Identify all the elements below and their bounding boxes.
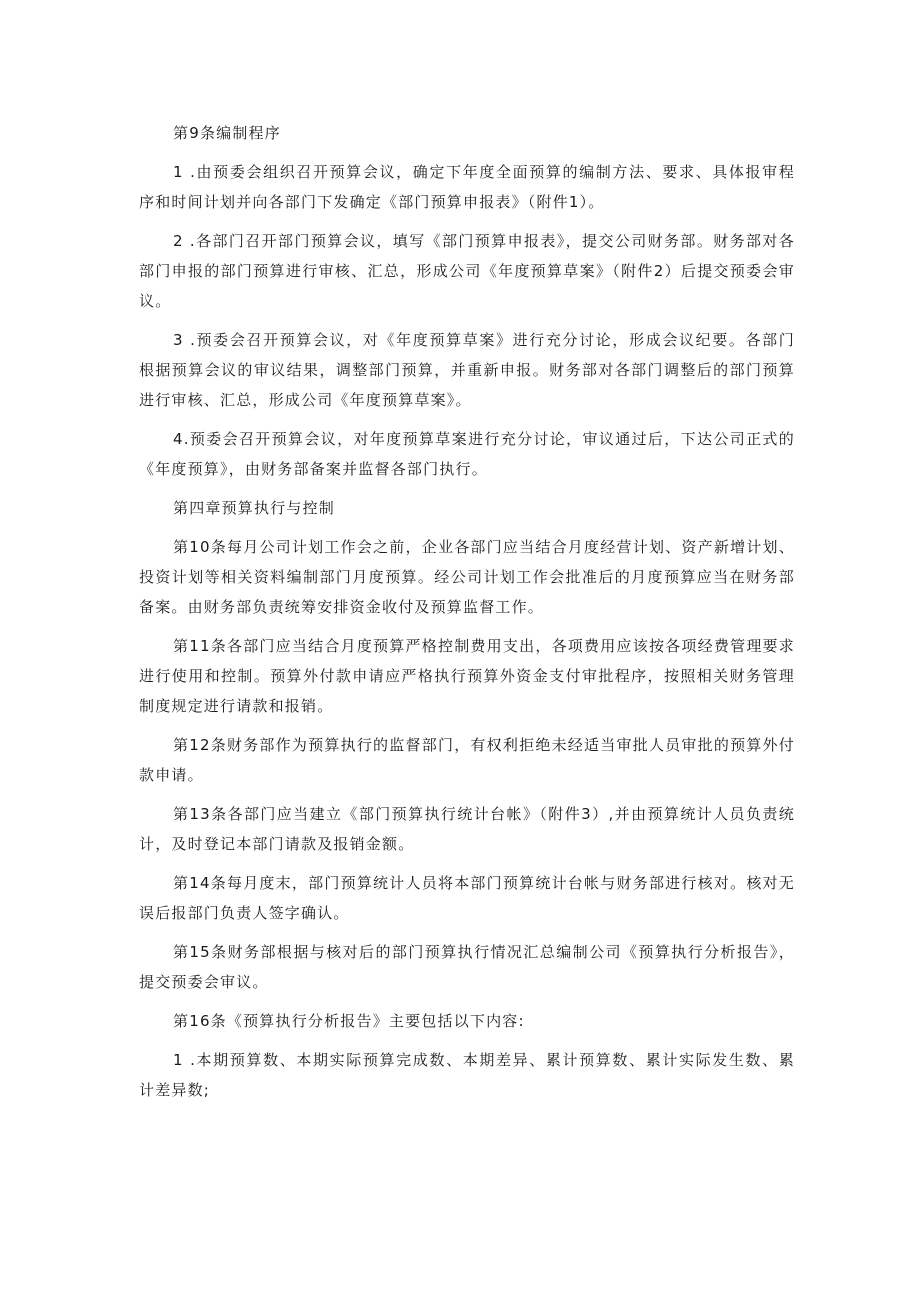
article-14: 第14条每月度末，部门预算统计人员将本部门预算统计台帐与财务部进行核对。核对无误后报部门负责人签字确认。: [139, 874, 795, 922]
article-12: 第12条财务部作为预算执行的监督部门，有权利拒绝未经适当审批人员审批的预算外付款申请。: [139, 736, 795, 784]
procedure-item-1: 1 .由预委会组织召开预算会议，确定下年度全面预算的编制方法、要求、具体报审程序和时间计划并向各部门下发确定《部门预算申报表》（附件1）。: [139, 163, 795, 211]
chapter-4-heading: 第四章预算执行与控制: [173, 499, 336, 517]
article-13: 第13条各部门应当建立《部门预算执行统计台帐》（附件3）,并由预算统计人员负责统计，及时登记本部门请款及报销金额。: [139, 805, 795, 853]
procedure-item-3: 3 .预委会召开预算会议，对《年度预算草案》进行充分讨论，形成会议纪要。各部门根据预算会议的审议结果，调整部门预算，并重新申报。财务部对各部门调整后的部门预算进行审核、汇总，形成公司《年度预算草案》。: [139, 331, 795, 409]
article-10: 第10条每月公司计划工作会之前，企业各部门应当结合月度经营计划、资产新增计划、投资计划等相关资料编制部门月度预算。经公司计划工作会批准后的月度预算应当在财务部备案。由财务部负责统筹安排资金收付及预算监督工作。: [139, 538, 795, 616]
procedure-item-4: 4.预委会召开预算会议，对年度预算草案进行充分讨论，审议通过后，下达公司正式的《年度预算》，由财务部备案并监督各部门执行。: [139, 430, 795, 478]
article-16: 第16条《预算执行分析报告》主要包括以下内容:: [173, 1012, 525, 1030]
article-15: 第15条财务部根据与核对后的部门预算执行情况汇总编制公司《预算执行分析报告》，提交预委会审议。: [139, 943, 795, 991]
document-body: [139, 118, 795, 1114]
article-9-heading: 第9条编制程序: [173, 124, 281, 142]
article-11: 第11条各部门应当结合月度预算严格控制费用支出，各项费用应该按各项经费管理要求进行使用和控制。预算外付款申请应严格执行预算外资金支付审批程序，按照相关财务管理制度规定进行请款和报销。: [139, 637, 795, 715]
procedure-item-2: 2 .各部门召开部门预算会议，填写《部门预算申报表》，提交公司财务部。财务部对各部门申报的部门预算进行审核、汇总，形成公司《年度预算草案》（附件2）后提交预委会审议。: [139, 232, 795, 310]
report-item-1: 1 .本期预算数、本期实际预算完成数、本期差异、累计预算数、累计实际发生数、累计差异数;: [139, 1051, 795, 1099]
